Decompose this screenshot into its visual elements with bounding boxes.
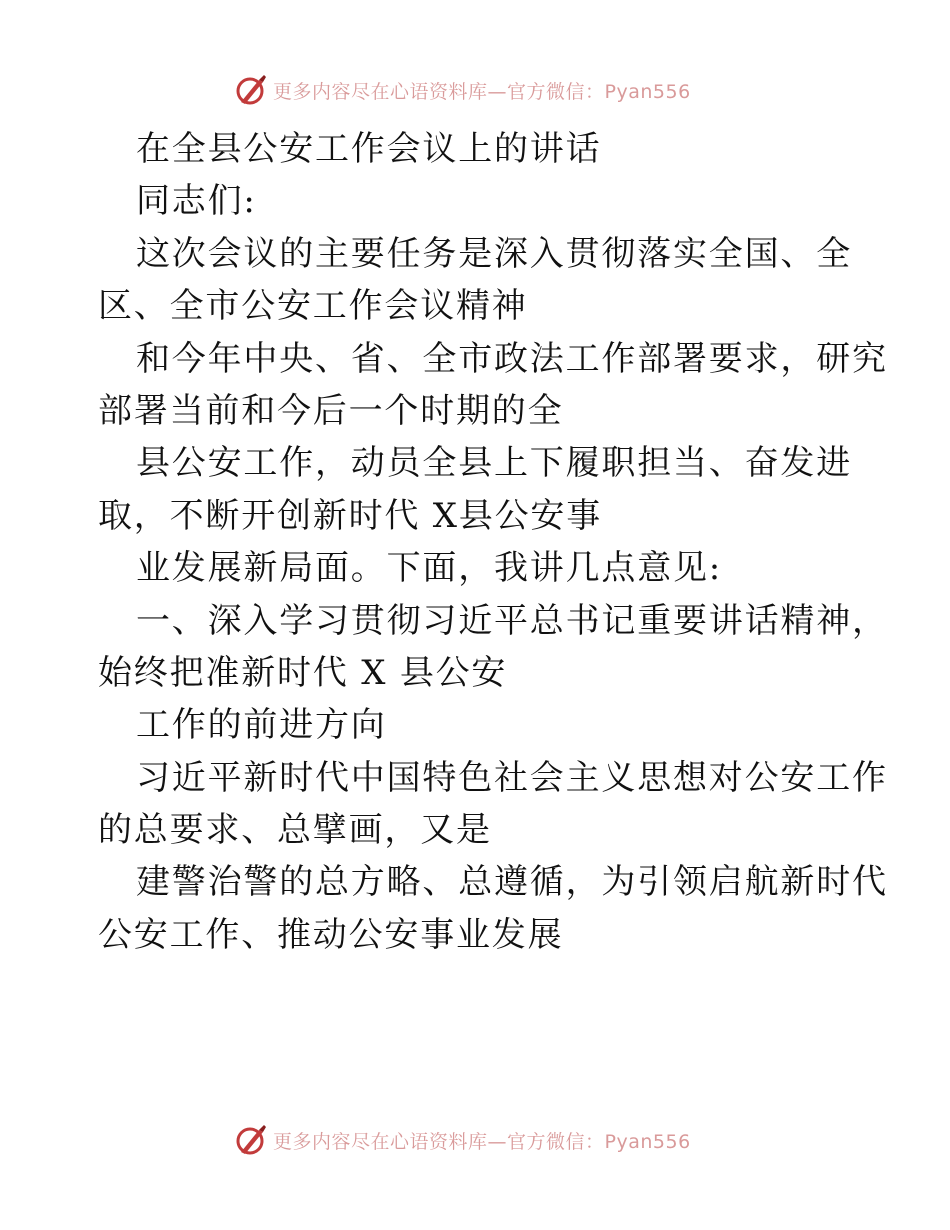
text-line: 和今年中央、省、全市政法工作部署要求，研究 — [136, 338, 888, 379]
text-line: 同志们: — [136, 181, 257, 222]
text-line: 建警治警的总方略、总遵循，为引领启航新时代 — [136, 862, 888, 903]
document-body — [98, 123, 888, 961]
text-line: 公安工作、推动公安事业发展 — [98, 914, 564, 955]
text-line: 这次会议的主要任务是深入贯彻落实全国、全 — [136, 233, 852, 274]
header-watermark — [233, 70, 691, 110]
watermark-text: 更多内容尽在心语资料库—官方微信：Pyan556 — [273, 1130, 691, 1153]
pen-logo-icon — [233, 1122, 269, 1158]
text-line: 业发展新局面。下面，我讲几点意见: — [136, 548, 723, 589]
text-line: 区、全市公安工作会议精神 — [98, 286, 528, 327]
text-line: 县公安工作，动员全县上下履职担当、奋发进 — [136, 443, 852, 484]
pen-logo-icon — [233, 72, 269, 108]
text-line: 在全县公安工作会议上的讲话 — [136, 129, 602, 169]
text-line: 工作的前进方向 — [136, 705, 387, 746]
text-line: 始终把准新时代 X 县公安 — [98, 652, 508, 693]
text-line: 部署当前和今后一个时期的全 — [98, 390, 564, 431]
text-line: 取，不断开创新时代 X县公安事 — [98, 495, 603, 536]
text-line: 一、深入学习贯彻习近平总书记重要讲话精神， — [136, 600, 888, 641]
watermark-text: 更多内容尽在心语资料库—官方微信：Pyan556 — [273, 80, 691, 103]
text-line: 的总要求、总擘画，又是 — [98, 810, 492, 851]
text-line: 习近平新时代中国特色社会主义思想对公安工作 — [136, 757, 888, 798]
footer-watermark — [233, 1120, 691, 1160]
